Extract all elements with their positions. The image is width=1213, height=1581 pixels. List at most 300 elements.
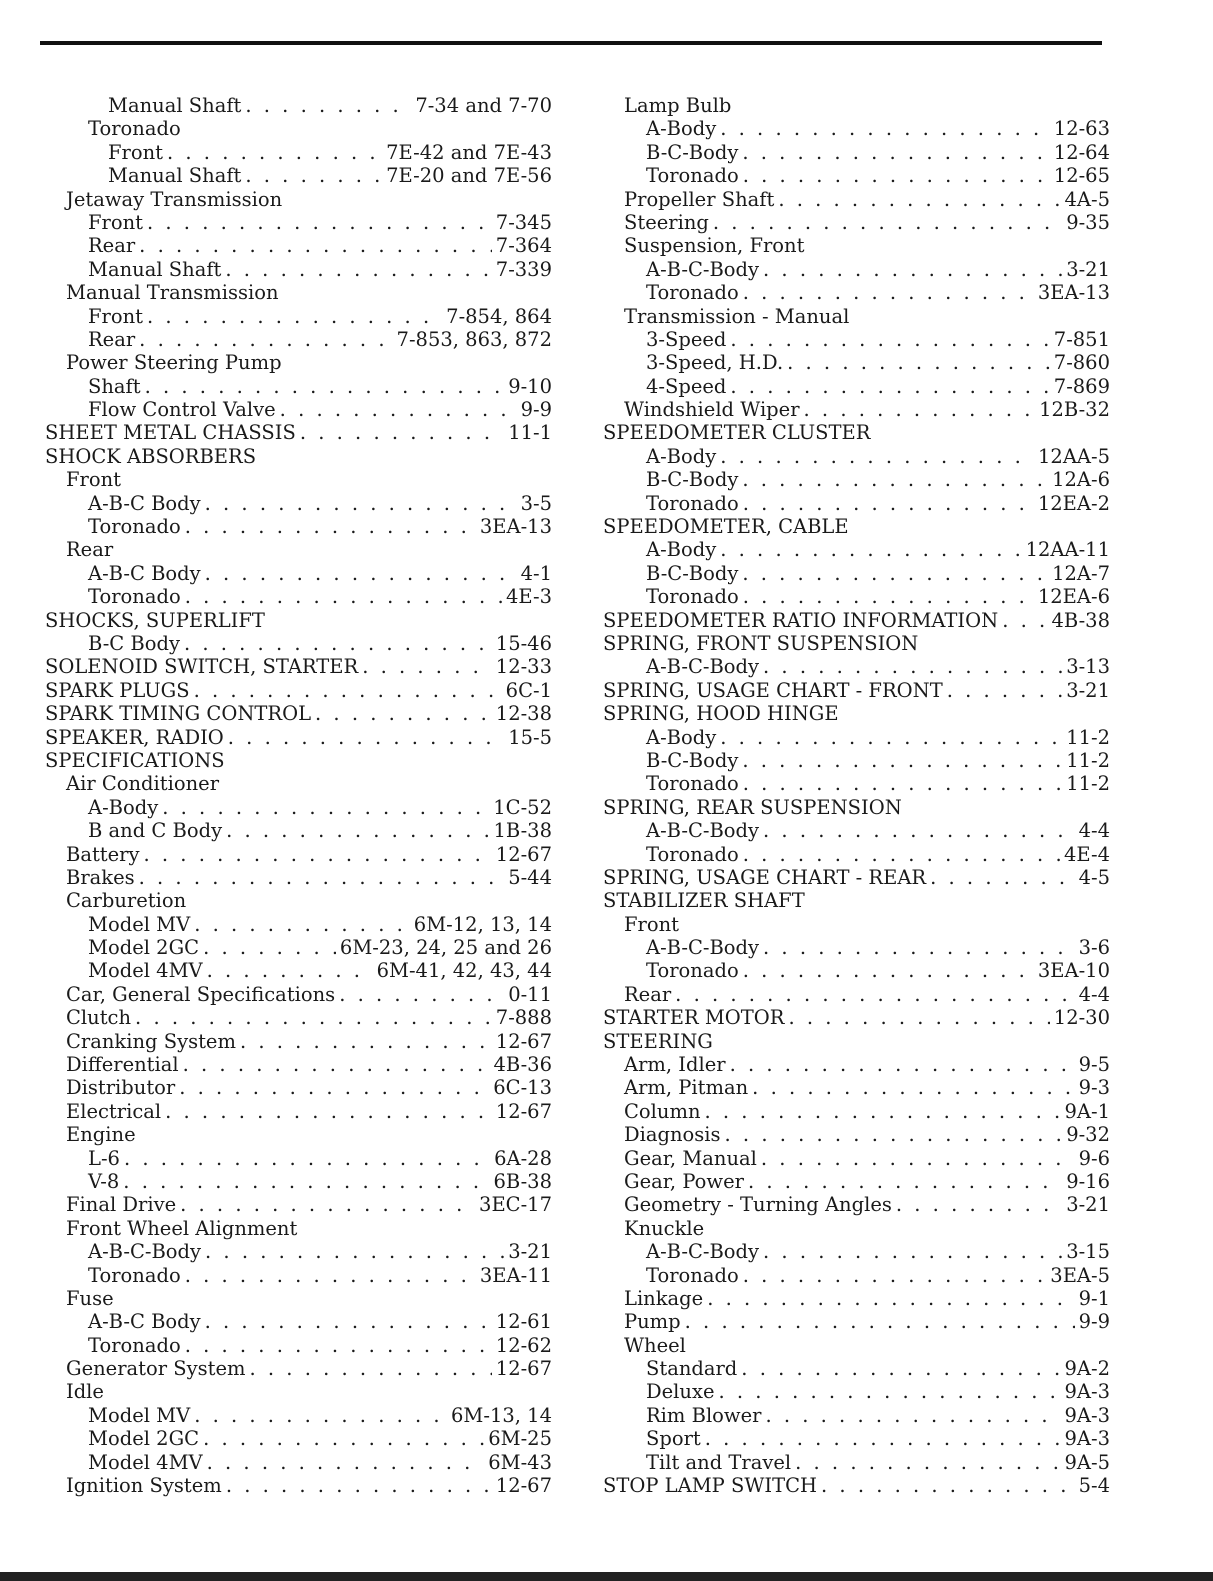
index-entry-page: 12-67 — [495, 1474, 552, 1498]
index-entry-label: SPEAKER, RADIO — [45, 725, 224, 749]
index-entry-label: Toronado — [88, 117, 181, 141]
index-entry-page: 3EA-11 — [479, 1263, 552, 1287]
index-entry-page: 9A-3 — [1064, 1380, 1110, 1404]
index-entry-page: 7-860 — [1053, 351, 1110, 375]
index-entry-page: 3-6 — [1078, 936, 1110, 960]
dot-leader — [787, 351, 1050, 374]
index-entry — [40, 305, 552, 328]
index-entry-label: B-C Body — [88, 631, 180, 655]
dot-leader — [240, 1030, 492, 1053]
index-entry-label: B and C Body — [88, 819, 223, 843]
index-entry — [40, 1451, 552, 1474]
index-entry-label: Front — [88, 304, 143, 328]
dot-leader — [778, 188, 1060, 211]
dot-leader — [205, 492, 517, 515]
index-entry — [598, 1076, 1110, 1099]
dot-leader — [675, 983, 1074, 1006]
index-entry-label: STABILIZER SHAFT — [603, 889, 805, 913]
index-entry-page: 7-364 — [495, 234, 552, 258]
dot-leader — [180, 1193, 475, 1216]
index-entry-label: SOLENOID SWITCH, STARTER — [45, 655, 359, 679]
index-entry-label: Windshield Wiper — [624, 398, 800, 422]
index-entry-label: Shaft — [88, 374, 141, 398]
index-entry-page: 6M-12, 13, 14 — [413, 912, 552, 936]
index-entry-label: Wheel — [624, 1333, 686, 1357]
index-entry — [598, 585, 1110, 608]
index-entry-label: Toronado — [88, 585, 181, 609]
dot-leader — [821, 1474, 1075, 1497]
index-entry-page: 9A-1 — [1064, 1099, 1110, 1123]
index-entry-page: 3EA-10 — [1037, 959, 1110, 983]
index-entry-label: Model 2GC — [88, 1427, 200, 1451]
index-entry-page: 9A-3 — [1064, 1427, 1110, 1451]
index-entry — [598, 1287, 1110, 1310]
index-entry — [40, 117, 552, 140]
index-entry-label: Toronado — [646, 281, 739, 305]
index-entry-label: Electrical — [66, 1099, 162, 1123]
index-entry — [40, 1100, 552, 1123]
index-entry-page: 4-1 — [520, 561, 552, 585]
dot-leader — [205, 1310, 492, 1333]
index-entry-page: 1B-38 — [493, 819, 552, 843]
index-entry-page: 4-5 — [1078, 865, 1110, 889]
index-entry — [598, 679, 1110, 702]
index-entry-page: 3-15 — [1066, 1240, 1110, 1264]
index-entry-page: 12A-7 — [1052, 561, 1110, 585]
dot-leader — [165, 1100, 492, 1123]
index-entry-page: 4B-36 — [493, 1053, 552, 1077]
index-entry — [598, 1310, 1110, 1333]
index-entry-page: 9-35 — [1066, 210, 1110, 234]
index-entry — [40, 1380, 552, 1403]
index-entry — [598, 1217, 1110, 1240]
dot-leader — [725, 1123, 1063, 1146]
dot-leader — [147, 211, 492, 234]
dot-leader — [245, 164, 382, 187]
index-entry-page: 7-869 — [1053, 374, 1110, 398]
index-entry-label: A-B-C-Body — [646, 819, 760, 843]
dot-leader — [315, 702, 492, 725]
index-entry-page: 3-13 — [1066, 655, 1110, 679]
index-entry-label: Manual Shaft — [108, 94, 242, 117]
index-entry-label: SPEEDOMETER, CABLE — [603, 515, 849, 539]
index-entry-label: Front — [108, 140, 163, 164]
index-entry — [598, 351, 1110, 374]
dot-leader — [184, 632, 492, 655]
dot-leader — [185, 585, 502, 608]
index-entry-label: A-B-C Body — [88, 1310, 201, 1334]
index-entry-page: 12EA-6 — [1037, 585, 1110, 609]
dot-leader — [752, 1076, 1074, 1099]
index-entry — [598, 305, 1110, 328]
dot-leader — [763, 258, 1062, 281]
index-entry-page: 6C-1 — [505, 678, 552, 702]
index-entry-label: SPARK PLUGS — [45, 678, 190, 702]
index-entry — [40, 866, 552, 889]
dot-leader — [742, 749, 1062, 772]
index-entry — [598, 796, 1110, 819]
index-entry — [40, 1264, 552, 1287]
index-entry-label: Front — [624, 912, 679, 936]
index-entry-label: A-B-C-Body — [88, 1240, 202, 1264]
index-entry-page: 1C-52 — [493, 795, 552, 819]
index-entry-label: Idle — [66, 1380, 104, 1404]
index-entry — [598, 538, 1110, 561]
index-entry — [40, 772, 552, 795]
index-entry-label: A-Body — [646, 725, 717, 749]
index-entry-page: 5-4 — [1078, 1474, 1110, 1498]
index-entry — [40, 913, 552, 936]
index-entry — [40, 258, 552, 281]
index-entry-page: 3EA-13 — [479, 515, 552, 539]
index-entry-label: A-Body — [646, 444, 717, 468]
index-entry-label: Manual Shaft — [88, 257, 222, 281]
index-entry — [598, 772, 1110, 795]
index-entry-label: Model MV — [88, 912, 191, 936]
index-entry-label: SPRING, REAR SUSPENSION — [603, 795, 902, 819]
index-entry-page: 4E-4 — [1064, 842, 1110, 866]
index-entry — [40, 632, 552, 655]
index-entry-label: Gear, Manual — [624, 1146, 757, 1170]
index-entry — [598, 1240, 1110, 1263]
index-entry-label: Toronado — [646, 164, 739, 188]
dot-leader — [207, 1451, 485, 1474]
index-entry — [40, 936, 552, 959]
index-entry — [598, 1357, 1110, 1380]
index-entry — [40, 351, 552, 374]
dot-leader — [183, 1053, 490, 1076]
dot-leader — [194, 679, 502, 702]
dot-leader — [144, 843, 492, 866]
dot-leader — [135, 1006, 492, 1029]
index-entry-page: 9-16 — [1066, 1169, 1110, 1193]
index-entry-label: Model 2GC — [88, 936, 200, 960]
index-entry-label: Manual Shaft — [108, 164, 242, 188]
index-entry-label: Arm, Pitman — [624, 1076, 749, 1100]
dot-leader — [226, 819, 489, 842]
index-entry-page: 6C-13 — [493, 1076, 552, 1100]
dot-leader — [743, 281, 1034, 304]
index-entry — [40, 749, 552, 772]
index-entry-label: 3-Speed, H.D. — [646, 351, 784, 375]
dot-leader — [228, 726, 504, 749]
index-entry-page: 6M-41, 42, 43, 44 — [376, 959, 552, 983]
index-entry-page: 12-65 — [1053, 164, 1110, 188]
index-entry — [40, 562, 552, 585]
index-entry — [598, 1053, 1110, 1076]
index-entry-page: 12AA-5 — [1038, 444, 1110, 468]
index-entry — [40, 889, 552, 912]
dot-leader — [947, 679, 1062, 702]
index-entry-label: Toronado — [646, 842, 739, 866]
index-entry-page: 5-44 — [508, 865, 552, 889]
index-entry — [598, 913, 1110, 936]
index-entry — [40, 234, 552, 257]
index-entry-label: Front Wheel Alignment — [66, 1216, 298, 1240]
dot-leader — [167, 141, 382, 164]
index-entry — [598, 1451, 1110, 1474]
index-entry — [598, 889, 1110, 912]
index-entry-label: Model 4MV — [88, 1450, 203, 1474]
index-entry-page: 7-339 — [495, 257, 552, 281]
index-entry-page: 3EA-13 — [1037, 281, 1110, 305]
index-entry-label: Brakes — [66, 865, 135, 889]
index-entry — [598, 468, 1110, 491]
index-entry — [40, 211, 552, 234]
index-entry — [40, 1217, 552, 1240]
index-entry — [40, 421, 552, 444]
index-entry — [40, 702, 552, 725]
index-entry-page: 12A-6 — [1052, 468, 1110, 492]
dot-leader — [339, 983, 504, 1006]
index-entry — [598, 726, 1110, 749]
dot-leader — [685, 1310, 1075, 1333]
index-entry-page: 12-67 — [495, 1029, 552, 1053]
index-entry-page: 6B-38 — [493, 1169, 552, 1193]
index-entry — [40, 515, 552, 538]
index-entry — [40, 726, 552, 749]
index-entry-page: 11-2 — [1066, 772, 1110, 796]
index-entry-page: 12-30 — [1053, 1006, 1110, 1030]
dot-leader — [719, 1380, 1061, 1403]
index-entry-page: 4-4 — [1078, 819, 1110, 843]
dot-leader — [763, 655, 1062, 678]
index-entry-label: A-Body — [646, 117, 717, 141]
index-entry — [40, 796, 552, 819]
index-entry-page: 12-62 — [495, 1333, 552, 1357]
index-entry-page: 12B-32 — [1039, 398, 1110, 422]
index-entry-label: Toronado — [646, 491, 739, 515]
dot-leader — [245, 94, 411, 117]
dot-leader — [705, 1427, 1061, 1450]
index-entry-label: Carburetion — [66, 889, 187, 913]
index-entry — [40, 492, 552, 515]
index-entry-page: 12-67 — [495, 842, 552, 866]
index-entry-label: Battery — [66, 842, 140, 866]
index-entry — [598, 1147, 1110, 1170]
index-entry — [40, 843, 552, 866]
dot-leader — [362, 655, 492, 678]
dot-leader — [250, 1357, 492, 1380]
index-entry-label: Model 4MV — [88, 959, 203, 983]
dot-leader — [763, 819, 1075, 842]
index-entry-page: 3-21 — [1066, 1193, 1110, 1217]
index-entry-label: Front — [88, 210, 143, 234]
index-entry-label: Rear — [624, 982, 672, 1006]
index-entry — [40, 819, 552, 842]
index-entry — [598, 1474, 1110, 1497]
dot-leader — [145, 375, 505, 398]
index-entry-label: SPRING, USAGE CHART - REAR — [603, 865, 927, 889]
index-entry-label: Toronado — [646, 772, 739, 796]
index-entry — [40, 959, 552, 982]
index-entry-page: 9-9 — [1078, 1310, 1110, 1334]
index-entry-label: Arm, Idler — [624, 1053, 726, 1077]
index-entry — [40, 94, 552, 117]
index-entry — [40, 1147, 552, 1170]
index-entry — [598, 211, 1110, 234]
bottom-rule — [0, 1572, 1213, 1581]
index-entry-page: 9-32 — [1066, 1123, 1110, 1147]
index-entry-page: 0-11 — [508, 982, 552, 1006]
index-entry-page: 4B-38 — [1051, 608, 1110, 632]
index-entry-label: Geometry - Turning Angles — [624, 1193, 892, 1217]
index-entry — [598, 655, 1110, 678]
index-entry-label: 4-Speed — [646, 374, 727, 398]
index-entry-page: 7-34 and 7-70 — [415, 94, 552, 117]
dot-leader — [147, 305, 442, 328]
dot-leader — [225, 258, 491, 281]
index-entry — [598, 398, 1110, 421]
dot-leader — [763, 936, 1075, 959]
index-entry — [40, 188, 552, 211]
index-entry — [598, 141, 1110, 164]
index-entry — [40, 1404, 552, 1427]
index-entry — [598, 819, 1110, 842]
index-entry-page: 7E-42 and 7E-43 — [386, 140, 552, 164]
index-entry — [598, 562, 1110, 585]
index-entry-page: 12EA-2 — [1037, 491, 1110, 515]
index-entry-label: Power Steering Pump — [66, 351, 282, 375]
dot-leader — [730, 1053, 1075, 1076]
index-entry-label: STEERING — [603, 1029, 713, 1053]
dot-leader — [765, 1404, 1060, 1427]
dot-leader — [743, 492, 1034, 515]
index-entry-label: B-C-Body — [646, 748, 739, 772]
dot-leader — [804, 398, 1036, 421]
index-entry-label: Front — [66, 468, 121, 492]
top-rule — [40, 41, 1102, 45]
index-entry — [40, 585, 552, 608]
dot-leader — [742, 562, 1048, 585]
index-entry — [40, 1310, 552, 1333]
index-entry — [598, 1170, 1110, 1193]
index-entry — [40, 1193, 552, 1216]
index-entry-page: 3-5 — [520, 491, 552, 515]
index-entry — [40, 679, 552, 702]
index-entry-label: SHEET METAL CHASSIS — [45, 421, 296, 445]
dot-leader — [743, 959, 1034, 982]
index-entry-label: Ignition System — [66, 1474, 222, 1498]
index-entry — [40, 375, 552, 398]
dot-leader — [300, 421, 504, 444]
dot-leader — [705, 1100, 1061, 1123]
index-entry — [598, 632, 1110, 655]
dot-leader — [194, 1404, 447, 1427]
index-entry-label: Linkage — [624, 1286, 704, 1310]
index-entry-label: Rim Blower — [646, 1403, 762, 1427]
index-entry — [40, 328, 552, 351]
index-entry-label: Rear — [88, 234, 136, 258]
index-entry — [598, 983, 1110, 1006]
index-entry-label: SPRING, FRONT SUSPENSION — [603, 631, 919, 655]
index-entry-label: Steering — [624, 210, 709, 234]
index-entry-label: Fuse — [66, 1286, 114, 1310]
index-entry-label: Air Conditioner — [66, 772, 220, 796]
dot-leader — [162, 796, 489, 819]
index-entry-page: 11-1 — [508, 421, 552, 445]
index-entry-label: Transmission - Manual — [624, 304, 850, 328]
index-entry-label: Toronado — [646, 1263, 739, 1287]
dot-leader — [930, 866, 1074, 889]
index-entry — [598, 1006, 1110, 1029]
index-entry-page: 15-46 — [495, 631, 552, 655]
index-entry-label: A-B-C-Body — [646, 1240, 760, 1264]
dot-leader — [720, 726, 1062, 749]
index-entry-page: 3EA-5 — [1050, 1263, 1110, 1287]
index-entry — [598, 515, 1110, 538]
index-entry — [598, 1030, 1110, 1053]
index-entry-page: 7-851 — [1053, 327, 1110, 351]
dot-leader — [743, 772, 1062, 795]
index-entry — [40, 1334, 552, 1357]
index-entry — [40, 281, 552, 304]
index-column-right — [598, 94, 1110, 1497]
dot-leader — [761, 1147, 1075, 1170]
index-entry-label: Toronado — [88, 1333, 181, 1357]
index-entry-page: 7-888 — [495, 1006, 552, 1030]
index-entry — [598, 188, 1110, 211]
index-entry-page: 12-38 — [495, 702, 552, 726]
index-entry — [598, 445, 1110, 468]
index-entry — [598, 281, 1110, 304]
dot-leader — [1002, 609, 1047, 632]
index-entry-label: Column — [624, 1099, 701, 1123]
index-entry-label: SPRING, HOOD HINGE — [603, 702, 839, 726]
index-entry-label: Toronado — [88, 1263, 181, 1287]
index-entry-page: 3EC-17 — [479, 1193, 552, 1217]
index-entry — [598, 258, 1110, 281]
index-entry — [598, 375, 1110, 398]
index-entry-page: 6M-13, 14 — [451, 1403, 552, 1427]
index-entry-label: B-C-Body — [646, 140, 739, 164]
index-entry-label: STARTER MOTOR — [603, 1006, 785, 1030]
index-entry — [598, 843, 1110, 866]
dot-leader — [730, 328, 1049, 351]
index-entry-page: 15-5 — [508, 725, 552, 749]
dot-leader — [123, 1170, 489, 1193]
index-column-left — [40, 94, 552, 1497]
dot-leader — [713, 211, 1062, 234]
index-entry-page: 12-61 — [495, 1310, 552, 1334]
index-entry-page: 11-2 — [1066, 725, 1110, 749]
index-entry-page: 7-345 — [495, 210, 552, 234]
dot-leader — [203, 1427, 484, 1450]
index-entry-label: Sport — [646, 1427, 701, 1451]
index-entry-label: Knuckle — [624, 1216, 705, 1240]
index-entry-label: Lamp Bulb — [624, 94, 732, 117]
dot-leader — [185, 1264, 476, 1287]
index-entry — [40, 1170, 552, 1193]
index-entry-label: V-8 — [88, 1169, 120, 1193]
index-entry-page: 9-1 — [1078, 1286, 1110, 1310]
index-entry — [40, 1427, 552, 1450]
dot-leader — [720, 538, 1021, 561]
dot-leader — [730, 375, 1049, 398]
index-entry-page: 12-67 — [495, 1357, 552, 1381]
index-entry-page: 11-2 — [1066, 748, 1110, 772]
index-entry-label: A-Body — [88, 795, 159, 819]
index-entry — [598, 117, 1110, 140]
index-entry-label: SPARK TIMING CONTROL — [45, 702, 312, 726]
index-entry-label: Standard — [646, 1357, 738, 1381]
index-entry-page: 9A-3 — [1064, 1403, 1110, 1427]
index-entry-label: Distributor — [66, 1076, 176, 1100]
index-entry-page: 12-64 — [1053, 140, 1110, 164]
dot-leader — [139, 328, 392, 351]
index-entry — [40, 609, 552, 632]
index-entry — [598, 749, 1110, 772]
